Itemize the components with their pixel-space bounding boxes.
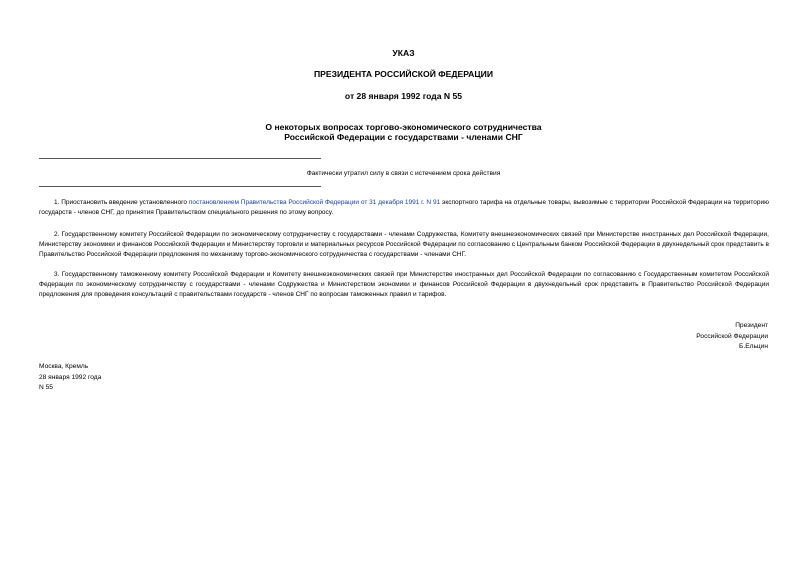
document-title-line-2: Российской Федерации с государствами - членами СНГ xyxy=(284,132,523,142)
document-title-line-1: О некоторых вопросах торгово-экономического сотрудничества xyxy=(265,122,542,132)
paragraph-1 xyxy=(39,198,769,218)
signing-date: 28 января 1992 года xyxy=(39,373,102,381)
signature-country: Российской Федерации xyxy=(696,332,768,340)
signing-number: N 55 xyxy=(39,384,53,391)
paragraph-2: 2. Государственному комитету Российской Федерации по экономическому сотрудничеству с государствами - членами Содружества, Комитету внешнеэкономических связей при Министерстве иностранных дел Российской Федерации, Министерству экономики и финансов Российской Федерации и Министерству торговли и материальных ресурсов Российской Федерации по согласованию с Центральным банком Российской Федерации в двухнедельный срок представить в Правительство Российской Федерации предложения по механизму торгово-экономического сотрудничества с государствами - членами СНГ. xyxy=(39,231,769,258)
document-date-number: от 28 января 1992 года N 55 xyxy=(344,91,463,101)
signing-place: Москва, Кремль xyxy=(39,363,89,370)
divider-top xyxy=(39,158,321,159)
document-type: УКАЗ xyxy=(392,48,415,58)
resolution-link[interactable]: постановлением Правительства Российской Федерации от 31 декабря 1991 г. N 91 xyxy=(188,199,441,206)
status-note: Фактически утратил силу в связи с истечением срока действия xyxy=(306,170,501,177)
signature-name: Б.Ельцин xyxy=(739,343,768,350)
paragraph-1-text-start: 1. Приостановить введение установленного xyxy=(54,199,189,206)
signature-block xyxy=(696,321,768,353)
document-issuer: ПРЕЗИДЕНТА РОССИЙСКОЙ ФЕДЕРАЦИИ xyxy=(313,69,494,79)
divider-bottom xyxy=(39,186,321,187)
place-date-block xyxy=(39,362,101,394)
paragraph-1-text-end: экспортного тарифа на отдельные товары, вывозимые с территории Российской Федерации на территорию государств - членов СНГ, до принятия Правительством специального решения по этому вопросу. xyxy=(39,199,769,216)
signature-title: Президент xyxy=(735,322,768,329)
paragraph-3: 3. Государственному таможенному комитету Российской Федерации и Комитету внешнеэкономических связей при Министерстве иностранных дел Российской Федерации по согласованию с Государственным комитетом Российской Федерации по экономическому сотрудничеству с государствами - членами Содружества и Министерством экономики и финансов Российской Федерации в двухнедельный срок представить в Правительство Российской Федерации предложения для проведения консультаций с правительствами государств - членов СНГ по вопросам таможенных правил и тарифов. xyxy=(39,271,769,298)
